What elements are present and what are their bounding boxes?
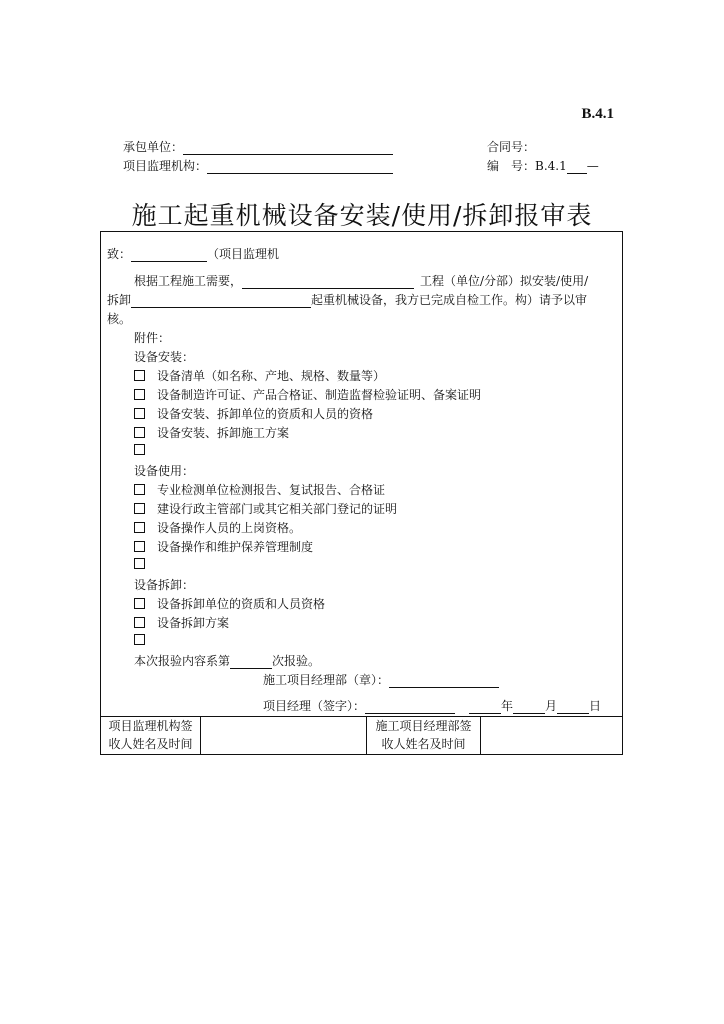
manager-label: 项目经理（签字）： xyxy=(263,699,366,713)
contractor-field[interactable] xyxy=(183,140,393,155)
dept-sign-label xyxy=(367,716,481,754)
to-field[interactable] xyxy=(131,248,207,262)
dept-sign-label-line2: 收人姓名及时间 xyxy=(381,737,466,751)
use-item[interactable] xyxy=(134,557,157,571)
checkbox-icon[interactable] xyxy=(134,598,145,609)
to-line xyxy=(107,245,279,262)
checkbox-icon[interactable] xyxy=(134,503,145,514)
checkbox-icon[interactable] xyxy=(134,444,145,455)
year-field[interactable] xyxy=(469,700,501,714)
checkbox-icon[interactable] xyxy=(134,541,145,552)
checkbox-icon[interactable] xyxy=(134,389,145,400)
dismantle-item-label: 设备拆卸单位的资质和人员资格 xyxy=(157,597,326,611)
dept-seal-field[interactable] xyxy=(389,674,499,688)
equipment-field[interactable] xyxy=(131,294,311,308)
day-field[interactable] xyxy=(557,700,589,714)
project-field[interactable] xyxy=(242,275,414,289)
use-item-label: 专业检测单位检测报告、复试报告、合格证 xyxy=(157,483,386,497)
day-label: 日 xyxy=(589,699,602,713)
install-item[interactable] xyxy=(134,367,385,384)
contract-no-label: 合同号： xyxy=(487,140,536,154)
application-form xyxy=(100,231,623,755)
dismantle-label: 设备拆卸： xyxy=(134,578,195,592)
manager-sign-field[interactable] xyxy=(365,700,455,714)
form-body xyxy=(101,232,622,717)
install-label: 设备安装： xyxy=(134,350,195,364)
supervision-sign-label-line2: 收人姓名及时间 xyxy=(108,737,193,751)
use-item[interactable] xyxy=(134,481,385,498)
para1-end: 工程（单位/分部）拟安装/使用/ xyxy=(420,274,589,288)
number-row xyxy=(487,157,599,174)
dept-seal-line xyxy=(263,671,499,688)
para1-line xyxy=(134,272,588,289)
para2-end: 起重机械设备，我方已完成自检工作。构）请予以审 xyxy=(311,293,588,307)
dismantle-item[interactable] xyxy=(134,633,157,647)
use-item[interactable] xyxy=(134,538,313,555)
install-item-label: 设备安装、拆卸单位的资质和人员的资格 xyxy=(157,407,374,421)
checkbox-icon[interactable] xyxy=(134,558,145,569)
checkbox-icon[interactable] xyxy=(134,617,145,628)
para2-line xyxy=(107,291,587,308)
dismantle-item[interactable] xyxy=(134,614,229,631)
dept-sign-label-line1: 施工项目经理部签 xyxy=(375,719,472,733)
dept-sign-field[interactable] xyxy=(481,716,622,754)
form-code: B.4.1 xyxy=(581,106,614,122)
install-item-label: 设备清单（如名称、产地、规格、数量等） xyxy=(157,369,386,383)
install-item[interactable] xyxy=(134,443,157,457)
number-field[interactable] xyxy=(567,159,587,174)
to-label: 致： xyxy=(107,247,132,261)
use-item-label: 设备操作和维护保养管理制度 xyxy=(157,540,314,554)
number-suffix: — xyxy=(586,159,599,173)
to-suffix: （项目监理机 xyxy=(207,247,280,261)
supervision-sign-field[interactable] xyxy=(201,716,367,754)
dept-label: 施工项目经理部（章）： xyxy=(263,673,390,687)
attachments-label: 附件： xyxy=(134,331,171,345)
signoff-row xyxy=(101,716,622,754)
dismantle-item[interactable] xyxy=(134,595,325,612)
month-field[interactable] xyxy=(513,700,545,714)
checkbox-icon[interactable] xyxy=(134,408,145,419)
install-item[interactable] xyxy=(134,424,289,441)
use-item-label: 设备操作人员的上岗资格。 xyxy=(157,521,302,535)
supervision-row xyxy=(123,157,393,174)
install-item-label: 设备制造许可证、产品合格证、制造监督检验证明、备案证明 xyxy=(157,388,482,402)
contractor-row xyxy=(123,138,393,155)
checkbox-icon[interactable] xyxy=(134,522,145,533)
install-item[interactable] xyxy=(134,386,481,403)
use-item-label: 建设行政主管部门或其它相关部门登记的证明 xyxy=(157,502,398,516)
checkbox-icon[interactable] xyxy=(134,427,145,438)
supervision-sign-label xyxy=(101,716,201,754)
checkbox-icon[interactable] xyxy=(134,634,145,645)
page-title: 施工起重机械设备安装/使用/拆卸报审表 xyxy=(131,201,593,230)
install-item-label: 设备安装、拆卸施工方案 xyxy=(157,426,290,440)
checkbox-icon[interactable] xyxy=(134,370,145,381)
para1-start: 根据工程施工需要， xyxy=(134,274,243,288)
supervision-field[interactable] xyxy=(207,159,393,174)
month-label: 月 xyxy=(545,699,558,713)
year-label: 年 xyxy=(501,699,514,713)
contractor-label: 承包单位： xyxy=(123,140,184,154)
inspection-times-line xyxy=(134,652,320,669)
number-label: 编 号：B.4.1 xyxy=(487,159,567,173)
use-item[interactable] xyxy=(134,519,301,536)
use-item[interactable] xyxy=(134,500,397,517)
para2-start: 拆卸 xyxy=(107,293,132,307)
install-item[interactable] xyxy=(134,405,373,422)
times-field[interactable] xyxy=(230,655,272,669)
para3-line: 核。 xyxy=(107,312,132,326)
supervision-sign-label-line1: 项目监理机构签 xyxy=(108,719,193,733)
supervision-label: 项目监理机构： xyxy=(123,159,208,173)
dismantle-item-label: 设备拆卸方案 xyxy=(157,616,230,630)
times-end: 次报验。 xyxy=(272,654,321,668)
times-start: 本次报验内容系第 xyxy=(134,654,231,668)
checkbox-icon[interactable] xyxy=(134,484,145,495)
use-label: 设备使用： xyxy=(134,464,195,478)
manager-sign-line xyxy=(263,697,601,714)
